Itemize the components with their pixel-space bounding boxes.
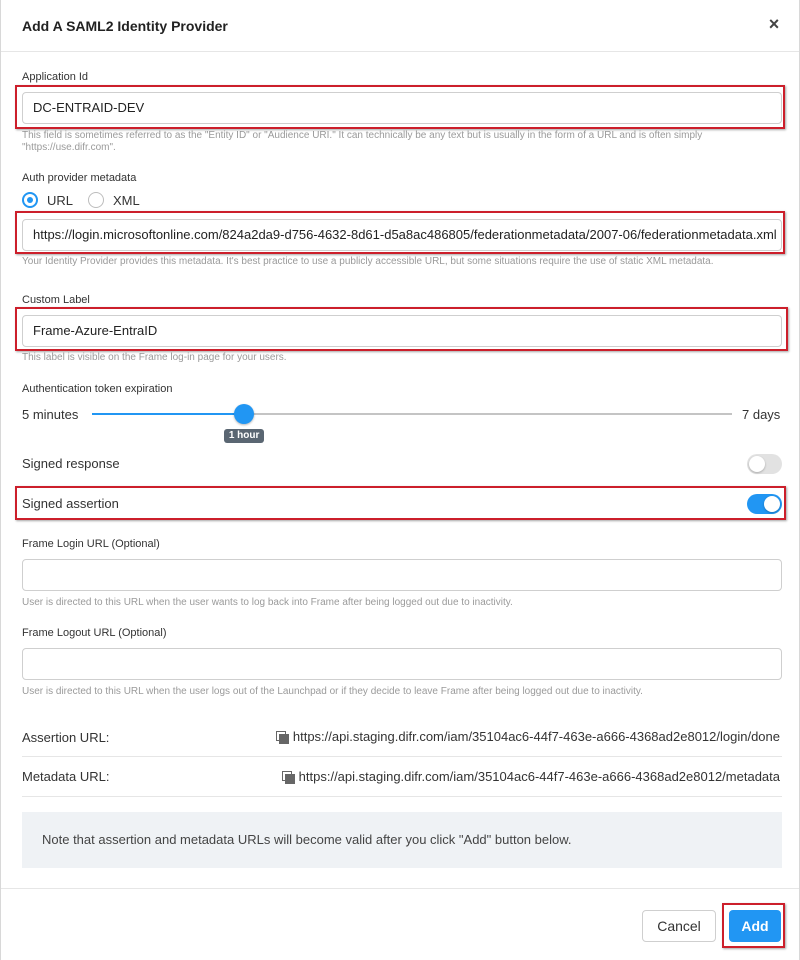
application-id-label: Application Id bbox=[22, 71, 89, 83]
metadata-help: Your Identity Provider provides this metadata. It's best practice to use a publicly accessible URL, but some situations require the use of static XML metadata. bbox=[22, 256, 714, 267]
expiration-slider-fill bbox=[92, 413, 244, 415]
cancel-button[interactable]: Cancel bbox=[642, 910, 716, 942]
copy-icon[interactable] bbox=[282, 771, 294, 783]
signed-response-label: Signed response bbox=[22, 456, 120, 471]
expiration-slider-track[interactable] bbox=[92, 413, 732, 415]
xml-radio[interactable] bbox=[88, 192, 104, 208]
add-button[interactable]: Add bbox=[729, 910, 781, 942]
token-expiration-label: Authentication token expiration bbox=[22, 383, 173, 395]
row-divider bbox=[22, 796, 782, 797]
expiration-value-tooltip: 1 hour bbox=[224, 429, 265, 443]
info-note: Note that assertion and metadata URLs will become valid after you click "Add" button below. bbox=[22, 812, 782, 868]
signed-response-toggle[interactable] bbox=[747, 454, 782, 474]
custom-label-help: This label is visible on the Frame log-in page for your users. bbox=[22, 352, 287, 363]
signed-assertion-toggle[interactable] bbox=[747, 494, 782, 514]
custom-label-label: Custom Label bbox=[22, 294, 90, 306]
toggle-knob bbox=[764, 496, 780, 512]
custom-label-input[interactable]: Frame-Azure-EntraID bbox=[22, 315, 782, 347]
assertion-url-label: Assertion URL: bbox=[22, 730, 110, 745]
url-radio-label[interactable]: URL bbox=[47, 193, 74, 208]
metadata-url-label: Metadata URL: bbox=[22, 769, 110, 784]
logout-url-help: User is directed to this URL when the user logs out of the Launchpad or if they decide to leave Frame after being logged out due to inactivity. bbox=[22, 686, 643, 697]
metadata-url-value: https://api.staging.difr.com/iam/35104ac6-44f7-463e-a666-4368ad2e8012/metadata bbox=[298, 769, 780, 784]
login-url-input[interactable] bbox=[22, 559, 782, 591]
url-radio[interactable] bbox=[22, 192, 38, 208]
dialog-title: Add A SAML2 Identity Provider bbox=[22, 18, 228, 34]
slider-max-label: 7 days bbox=[742, 407, 781, 422]
toggle-knob bbox=[749, 456, 765, 472]
login-url-label: Frame Login URL (Optional) bbox=[22, 538, 160, 550]
assertion-url-value: https://api.staging.difr.com/iam/35104ac6-44f7-463e-a666-4368ad2e8012/login/done bbox=[292, 729, 780, 744]
highlight-signed-assertion bbox=[15, 486, 786, 520]
auth-metadata-label: Auth provider metadata bbox=[22, 172, 137, 184]
expiration-slider-thumb[interactable] bbox=[234, 404, 254, 424]
signed-assertion-label: Signed assertion bbox=[22, 496, 119, 511]
row-divider bbox=[22, 756, 782, 757]
metadata-url-input[interactable]: https://login.microsoftonline.com/824a2da9-d756-4632-8d61-d5a8ac486805/federationmetadata/2007-06/federationmetadata.xml bbox=[22, 219, 782, 251]
slider-min-label: 5 minutes bbox=[22, 407, 79, 422]
logout-url-label: Frame Logout URL (Optional) bbox=[22, 627, 167, 639]
logout-url-input[interactable] bbox=[22, 648, 782, 680]
xml-radio-label[interactable]: XML bbox=[113, 193, 140, 208]
login-url-help: User is directed to this URL when the user wants to log back into Frame after being logged out due to inactivity. bbox=[22, 597, 513, 608]
application-id-input[interactable]: DC-ENTRAID-DEV bbox=[22, 92, 782, 124]
dialog-header bbox=[1, 0, 799, 52]
application-id-help: This field is sometimes referred to as the "Entity ID" or "Audience URI." It can technically be any text but is usually in the form of a URL and is often simply "https://use.difr.com". bbox=[22, 130, 703, 153]
metadata-url-row bbox=[282, 769, 780, 784]
dialog-footer bbox=[1, 888, 799, 960]
assertion-url-row bbox=[276, 729, 780, 744]
copy-icon[interactable] bbox=[276, 731, 288, 743]
close-icon[interactable]: × bbox=[768, 14, 780, 34]
